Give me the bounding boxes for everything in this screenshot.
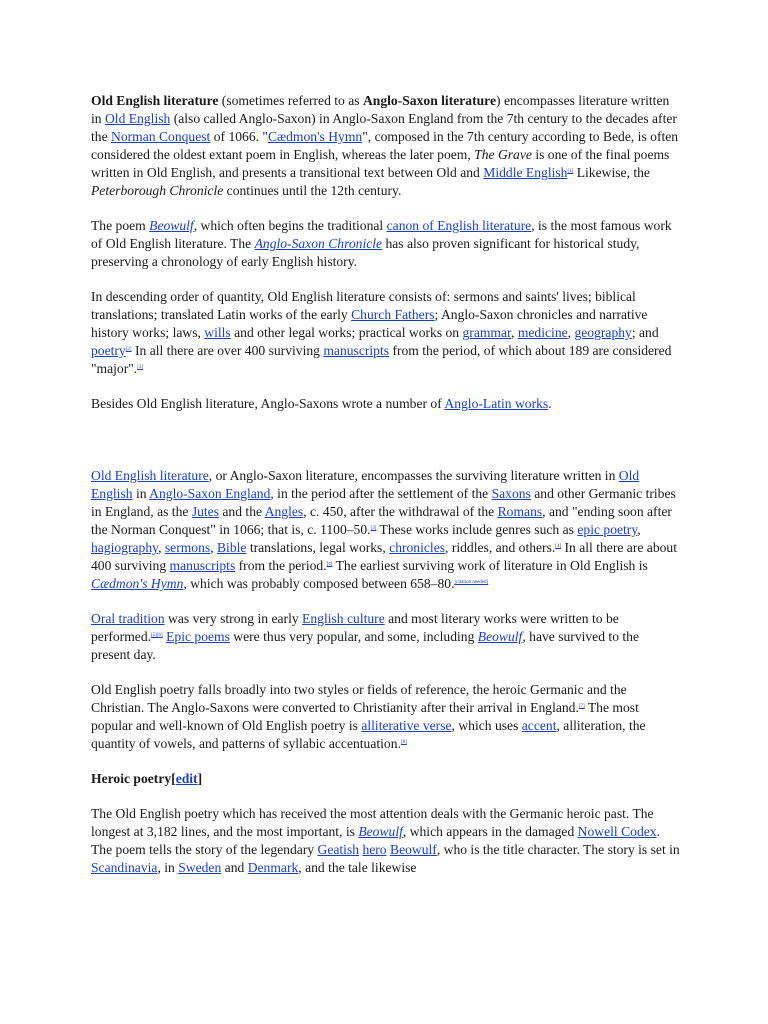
reference-link-8[interactable]: [8]	[400, 740, 407, 745]
link-romans[interactable]: Romans	[497, 504, 543, 519]
link-english-culture[interactable]: English culture	[302, 611, 385, 626]
text: , alliteration, the quantity of vowels, and patterns of syllabic accentuation.	[91, 718, 646, 751]
bold-term: Old English literature	[91, 93, 219, 108]
text: from the period.	[235, 558, 327, 573]
text: The poem	[91, 218, 150, 233]
link-canon-english-literature[interactable]: canon of English literature	[386, 218, 532, 233]
link-saxons[interactable]: Saxons	[491, 486, 531, 501]
text: , which uses	[451, 718, 522, 733]
link-medicine[interactable]: medicine	[517, 325, 568, 340]
text: The earliest surviving work of literature in Old English is	[332, 558, 648, 573]
text: , in the period after the settlement of the	[270, 486, 492, 501]
article-body	[91, 92, 681, 894]
italic-title: The Grave	[474, 147, 532, 162]
link-anglo-saxon-england[interactable]: Anglo-Saxon England	[149, 486, 271, 501]
citation-needed-link[interactable]	[454, 580, 488, 585]
link-jutes[interactable]: Jutes	[191, 504, 219, 519]
link-text: Cædmon's Hymn	[91, 576, 184, 591]
link-middle-english[interactable]: Middle English	[483, 165, 568, 180]
text: , c. 450, after the withdrawal of the	[303, 504, 498, 519]
link-scandinavia[interactable]: Scandinavia	[91, 860, 158, 875]
link-poetry[interactable]: poetry	[91, 343, 126, 358]
text: Old English poetry falls broadly into two styles or fields of reference, the heroic Germanic and the Christian. The Anglo-Saxons were converted to Christianity after their arrival in England.	[91, 682, 627, 715]
link-accent[interactable]: accent	[521, 718, 557, 733]
link-grammar[interactable]: grammar	[462, 325, 512, 340]
link-beowulf[interactable]	[149, 218, 194, 233]
text: were thus very popular, and some, including	[229, 629, 478, 644]
heading-bracket: [	[171, 771, 176, 786]
text: , and the tale likewise	[298, 860, 417, 875]
paragraph-anglo-latin	[91, 395, 681, 413]
link-beowulf[interactable]	[478, 629, 523, 644]
text: , or Anglo-Saxon literature, encompasses the surviving literature written in	[208, 468, 619, 483]
paragraph-beowulf	[91, 217, 681, 271]
paragraph-poetry-styles	[91, 681, 681, 753]
text: ,	[158, 540, 165, 555]
text: in	[132, 486, 150, 501]
text: ) encompasses literature written in	[91, 93, 670, 126]
text: ,	[567, 325, 575, 340]
reference-link-3[interactable]: [3]	[137, 365, 144, 370]
text: is one of the final poems written in Old English, and presents a transitional text between Old and	[91, 147, 670, 180]
link-epic-poetry[interactable]: epic poetry	[577, 522, 638, 537]
text: Likewise, the	[573, 165, 650, 180]
reference-link-1[interactable]: [1]	[567, 169, 574, 174]
paragraph-quantity	[91, 288, 681, 378]
link-old-english-literature[interactable]: Old English literature	[91, 468, 209, 483]
reference-link-4[interactable]: [4]	[555, 544, 562, 549]
text: from the period, of which about 189 are considered "major".	[91, 343, 672, 376]
link-hagiography[interactable]: hagiography	[91, 540, 159, 555]
text: (also called Anglo-Saxon) in Anglo-Saxon England from the 7th century to the decades after the	[91, 111, 677, 144]
text: was very strong in early	[164, 611, 303, 626]
link-old-english[interactable]: Old English	[104, 111, 171, 126]
text: ,	[637, 522, 641, 537]
paragraph-heroic	[91, 805, 681, 877]
italic-title: Peterborough Chronicle	[91, 183, 224, 198]
link-denmark[interactable]: Denmark	[247, 860, 299, 875]
link-anglo-saxon-chronicle[interactable]	[255, 236, 382, 251]
link-church-fathers[interactable]: Church Fathers	[351, 307, 435, 322]
heading-bracket: ]	[197, 771, 203, 786]
text: , and "ending soon after the Norman Conquest" in 1066; that is, c. 1100–50.	[91, 504, 672, 537]
reference-link-3b[interactable]: [3]	[370, 526, 377, 531]
link-bible[interactable]: Bible	[216, 540, 247, 555]
link-geography[interactable]: geography	[574, 325, 632, 340]
link-beowulf-hero[interactable]: Beowulf	[390, 842, 437, 857]
link-geatish[interactable]: Geatish	[317, 842, 360, 857]
text: In all there are about 400 surviving	[91, 540, 677, 573]
link-nowell-codex[interactable]: Nowell Codex	[577, 824, 657, 839]
text: and most literary works were written to be performed.	[91, 611, 619, 644]
link-epic-poems[interactable]: Epic poems	[166, 629, 230, 644]
text: Besides Old English literature, Anglo-Saxons wrote a number of	[91, 396, 445, 411]
text: continues until the 12th century.	[223, 183, 402, 198]
link-anglo-latin-works[interactable]: Anglo-Latin works	[444, 396, 549, 411]
text: translations, legal works,	[246, 540, 390, 555]
text: of 1066. "	[210, 129, 268, 144]
heading-text: Heroic poetry	[91, 771, 172, 786]
link-angles[interactable]: Angles	[264, 504, 304, 519]
reference-link-7[interactable]: [7]	[578, 704, 585, 709]
link-text: [citation needed]	[454, 580, 489, 585]
text: and	[221, 860, 248, 875]
text: In all there are over 400 surviving	[131, 343, 324, 358]
link-alliterative-verse[interactable]: alliterative verse	[361, 718, 452, 733]
text: , have survived to the present day.	[91, 629, 639, 662]
text: and other Germanic tribes in England, as the	[91, 486, 676, 519]
text: (sometimes referred to as	[218, 93, 363, 108]
reference-link-4b[interactable]: [4]	[326, 562, 333, 567]
text: and other legal works; practical works on	[230, 325, 463, 340]
paragraph-overview	[91, 467, 681, 593]
text: The most popular and well-known of Old English poetry is	[91, 700, 639, 733]
reference-sup	[151, 633, 163, 638]
text: The Old English poetry which has received the most attention deals with the Germanic heroic past. The longest at 3,182 lines, and the most important, is	[91, 806, 654, 839]
reference-sup	[401, 740, 407, 745]
text: In descending order of quantity, Old English literature consists of: sermons and saints' lives; biblical translations; translated Latin works of the early	[91, 289, 636, 322]
link-oral-tradition[interactable]: Oral tradition	[91, 611, 165, 626]
text: ", composed in the 7th century according to Bede, is often considered the oldest extant poem in English, whereas the later poem,	[91, 129, 679, 162]
edit-link[interactable]: edit	[175, 771, 198, 786]
paragraph-oral-tradition	[91, 610, 681, 664]
link-chronicles[interactable]: chronicles	[389, 540, 446, 555]
text: , who is the title character. The story is set in	[436, 842, 680, 857]
text: ; Anglo-Saxon chronicles and narrative history works; laws,	[91, 307, 648, 340]
text: , which was probably composed between 658–80.	[183, 576, 455, 591]
link-old-english[interactable]: Old English	[91, 468, 640, 501]
text: , which appears in the damaged	[402, 824, 578, 839]
link-sermons[interactable]: sermons	[164, 540, 211, 555]
link-text: Beowulf	[358, 824, 403, 839]
text: and the	[219, 504, 265, 519]
text: ,	[210, 540, 217, 555]
reference-link-5-6[interactable]: [5][6]	[151, 633, 163, 638]
link-hero[interactable]: hero	[362, 842, 387, 857]
link-caedmons-hymn[interactable]: Cædmon's Hymn	[267, 129, 363, 144]
link-caedmons-hymn[interactable]	[91, 576, 183, 591]
text: ,	[511, 325, 518, 340]
text: These works include genres such as	[376, 522, 578, 537]
link-text: Beowulf	[477, 629, 523, 644]
link-beowulf[interactable]	[358, 824, 403, 839]
link-text: Anglo-Saxon Chronicle	[254, 236, 383, 251]
text: . The poem tells the story of the legendary	[91, 824, 660, 857]
text: has also proven significant for historical study, preserving a chronology of early English history.	[91, 236, 640, 269]
text: ; and	[631, 325, 659, 340]
link-wills[interactable]: wills	[204, 325, 231, 340]
section-heading-heroic-poetry	[91, 770, 681, 788]
reference-sup	[137, 365, 143, 370]
bold-term: Anglo-Saxon literature	[362, 93, 497, 108]
link-manuscripts[interactable]: manuscripts	[169, 558, 236, 573]
text: .	[548, 396, 552, 411]
link-text: Beowulf	[149, 218, 194, 233]
text: , in	[157, 860, 179, 875]
reference-sup	[454, 580, 488, 585]
text: , is the most famous work of Old English literature. The	[91, 218, 672, 251]
text: , which often begins the traditional	[193, 218, 387, 233]
link-sweden[interactable]: Sweden	[178, 860, 222, 875]
link-norman-conquest[interactable]: Norman Conquest	[111, 129, 211, 144]
paragraph-intro	[91, 92, 681, 200]
text: , riddles, and others.	[445, 540, 556, 555]
link-manuscripts[interactable]: manuscripts	[323, 343, 390, 358]
reference-link-2[interactable]: [2]	[125, 347, 132, 352]
